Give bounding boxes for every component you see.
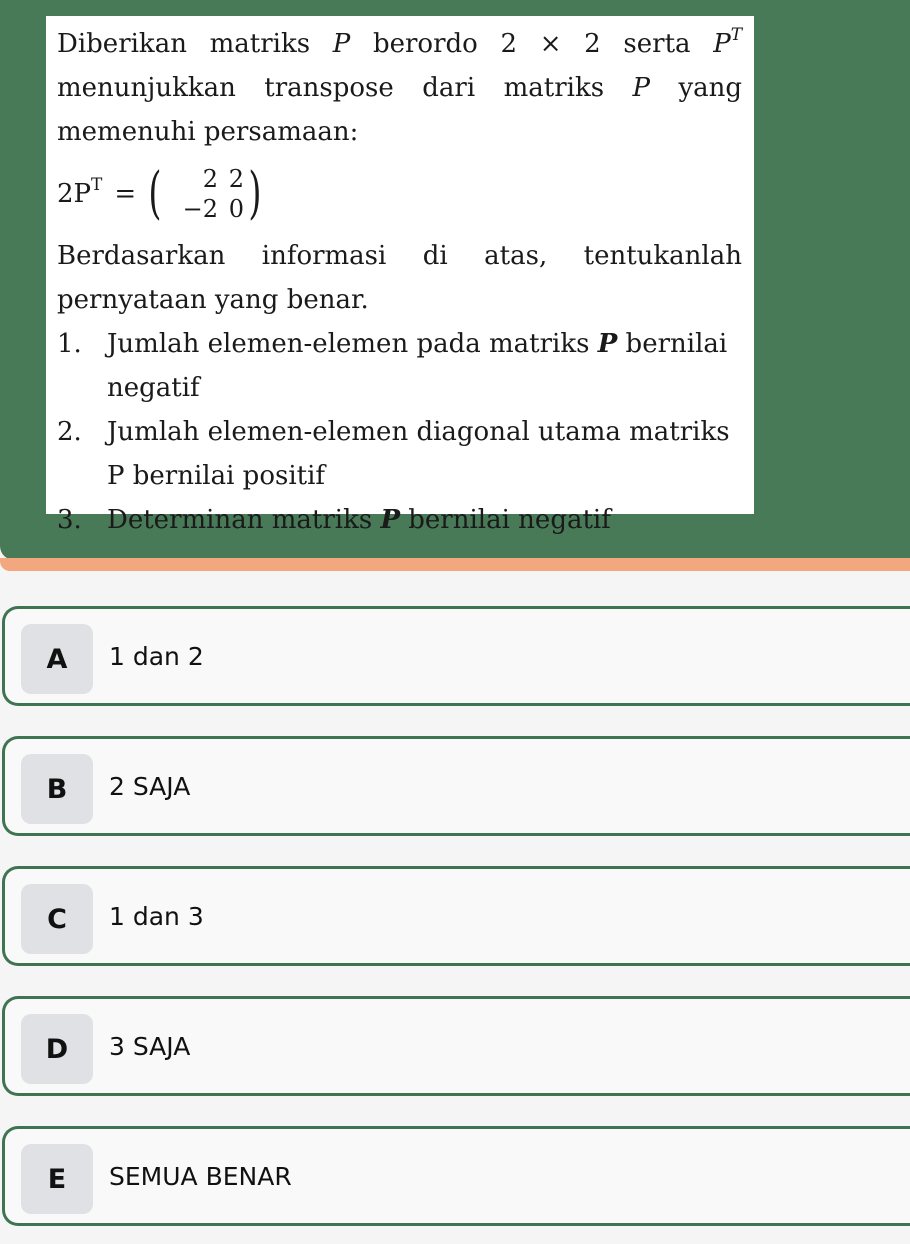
- statement-number: 1.: [57, 329, 82, 359]
- equals-sign: =: [114, 179, 137, 209]
- statement-text-part: Jumlah elemen-elemen diagonal utama matriks: [107, 417, 730, 447]
- option-b[interactable]: [2, 736, 910, 836]
- statement-number: 2.: [57, 417, 82, 447]
- statement-3: [57, 498, 742, 542]
- option-c[interactable]: [2, 866, 910, 966]
- option-d[interactable]: [2, 996, 910, 1096]
- option-label: SEMUA BENAR: [109, 1161, 292, 1191]
- statement-text: [107, 410, 742, 498]
- statement-1: [57, 322, 742, 410]
- word: serta: [623, 29, 691, 59]
- matrix-cell: 0: [228, 195, 245, 223]
- question-card: [0, 0, 910, 560]
- option-letter-badge: E: [21, 1144, 93, 1214]
- question-line-1: [57, 22, 742, 66]
- matrix-grid: [166, 164, 244, 224]
- matrix-cell: 2: [202, 165, 219, 193]
- question-line-3: memenuhi persamaan:: [57, 117, 359, 147]
- option-label: 2 SAJA: [109, 771, 191, 801]
- word: atas,: [484, 241, 548, 271]
- statement-2: [57, 410, 742, 498]
- matrix-cell: −2: [182, 195, 219, 223]
- word: dari: [422, 73, 476, 103]
- option-letter-badge: D: [21, 1014, 93, 1084]
- option-label: 1 dan 2: [109, 641, 204, 671]
- matrix-cell: 2: [228, 165, 245, 193]
- equation-lhs: [57, 172, 102, 216]
- equation-lhs-sup: T: [91, 175, 103, 195]
- accent-bar: [0, 558, 910, 571]
- statement-text-part: Jumlah elemen-elemen pada matriks: [107, 329, 598, 359]
- matrix-symbol: P: [332, 29, 351, 59]
- question-line-5: pernyataan yang benar.: [57, 285, 369, 315]
- transpose-symbol: [713, 25, 743, 59]
- statement-text-part: bernilai: [617, 329, 728, 359]
- word: matriks: [209, 29, 311, 59]
- option-letter-badge: C: [21, 884, 93, 954]
- statement-number: 3.: [57, 505, 82, 535]
- matrix-symbol: P: [380, 505, 400, 535]
- question-line-4: [57, 234, 742, 278]
- matrix-symbol: P: [632, 73, 650, 103]
- matrix: [144, 161, 266, 226]
- word: Diberikan: [57, 29, 187, 59]
- matrix-symbol: P: [597, 329, 618, 359]
- transpose-superscript: T: [730, 25, 743, 45]
- question-line-2: [57, 66, 742, 110]
- word: menunjukkan: [57, 73, 236, 103]
- word: matriks: [503, 73, 605, 103]
- word: yang: [678, 73, 743, 103]
- statement-text-part: negatif: [107, 373, 200, 403]
- statement-text: [107, 498, 742, 542]
- statement-text-part: bernilai negatif: [400, 505, 611, 535]
- equation-lhs-base: 2P: [57, 179, 92, 209]
- statement-text-part: P bernilai positif: [107, 461, 326, 491]
- matrix-symbol: P: [713, 29, 731, 59]
- option-letter-badge: A: [21, 624, 93, 694]
- option-label: 3 SAJA: [109, 1031, 191, 1061]
- option-label: 1 dan 3: [109, 901, 204, 931]
- option-a[interactable]: [2, 606, 910, 706]
- word: transpose: [264, 73, 394, 103]
- word: tentukanlah: [583, 241, 742, 271]
- statement-text-part: Determinan matriks: [107, 505, 381, 535]
- question-text-box: [46, 16, 754, 535]
- equation: [57, 154, 742, 234]
- left-paren: (: [148, 161, 162, 226]
- option-e[interactable]: [2, 1126, 910, 1226]
- word: informasi: [261, 241, 387, 271]
- word: berordo: [372, 29, 478, 59]
- word: di: [422, 241, 448, 271]
- right-paren: ): [248, 161, 262, 226]
- statement-text: [107, 322, 742, 410]
- option-letter-badge: B: [21, 754, 93, 824]
- matrix-order: 2 × 2: [500, 29, 601, 59]
- word: Berdasarkan: [57, 241, 226, 271]
